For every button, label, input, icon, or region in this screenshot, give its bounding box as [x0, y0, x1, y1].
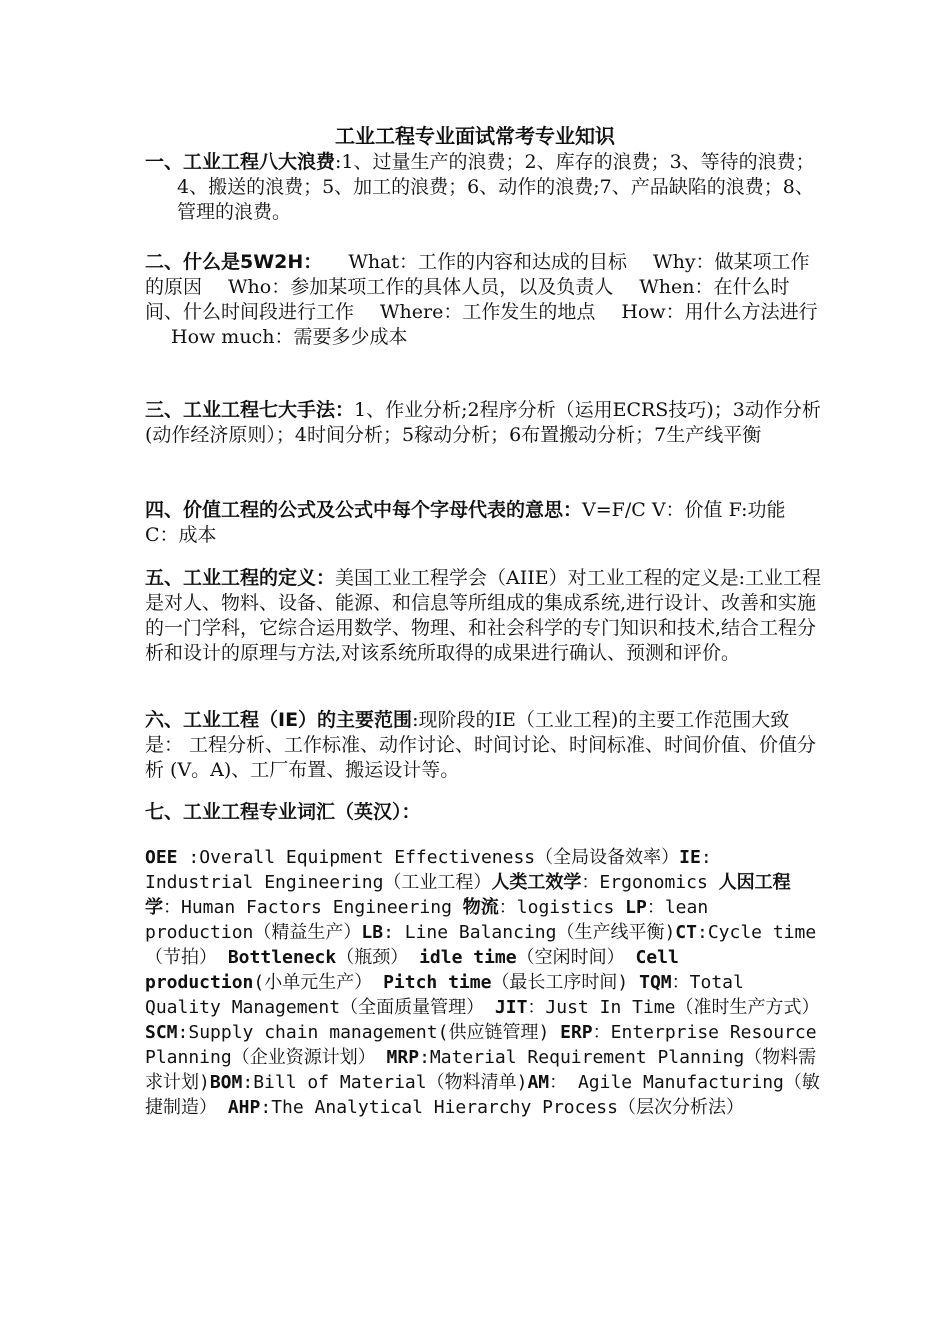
- section-body: V=F/C V：价值 F:功能 C：成本: [145, 499, 786, 546]
- glossary-definition: : Line Balancing（生产线平衡): [383, 922, 676, 943]
- section-glossary-heading: [145, 800, 825, 825]
- glossary-definition: ： Agile Manufacturing（敏捷制造）: [145, 1072, 820, 1118]
- glossary-term: CT: [675, 922, 697, 943]
- glossary-definition: :The Analytical Hierarchy Process（层次分析法）: [260, 1097, 744, 1118]
- glossary-term: IE: [679, 847, 701, 868]
- glossary-term: AM: [527, 1072, 550, 1093]
- glossary-item-jit: [495, 997, 820, 1018]
- glossary-term: BOM: [209, 1072, 243, 1093]
- glossary-definition: ：Ergonomics: [581, 872, 719, 893]
- page-title: 工业工程专业面试常考专业知识: [335, 124, 615, 148]
- section-ie-definition: [145, 566, 825, 666]
- glossary-item-oee: [145, 847, 679, 868]
- 5w2h-who: Who：参加某项工作的具体人员，以及负责人: [228, 276, 614, 298]
- glossary-item-logistics: [463, 897, 625, 918]
- glossary-definition: （瓶颈）: [336, 947, 420, 968]
- glossary-term: idle time: [419, 947, 517, 968]
- section-ie-scope: [145, 708, 825, 783]
- glossary-item-pitch-time: [383, 972, 639, 993]
- glossary-definition: :Bill of Material（物料清单): [242, 1072, 528, 1093]
- glossary-term: 人类工效学: [491, 872, 582, 893]
- glossary-definition: ：logistics: [498, 897, 626, 918]
- section-heading: 六、工业工程（IE）的主要范围: [145, 709, 413, 731]
- glossary-item-bom: [210, 1072, 528, 1093]
- glossary-definition: （最长工序时间): [491, 972, 640, 993]
- glossary-term: Cell production: [145, 947, 679, 993]
- glossary-item-ahp: [228, 1097, 744, 1118]
- glossary-definition: : Industrial Engineering（工业工程）: [145, 847, 712, 893]
- glossary-item-lb: [361, 922, 675, 943]
- section-heading: 五、工业工程的定义：: [145, 567, 336, 589]
- glossary: [145, 845, 825, 1120]
- glossary-item-bottleneck: [228, 947, 419, 968]
- glossary-definition: （空闲时间）: [516, 947, 636, 968]
- glossary-term: SCM: [145, 1022, 178, 1043]
- glossary-term: LB: [361, 922, 384, 943]
- glossary-term: OEE: [145, 847, 178, 868]
- section-seven-methods: [145, 398, 825, 448]
- glossary-definition: (小单元生产）: [253, 972, 384, 993]
- glossary-definition: ：lean production（精益生产）: [145, 897, 709, 943]
- glossary-term: 人因工程学: [145, 872, 791, 918]
- glossary-term: MRP: [386, 1047, 420, 1068]
- section-heading: 七、工业工程专业词汇（英汉）：: [145, 801, 421, 823]
- glossary-term: ERP: [560, 1022, 593, 1043]
- glossary-term: AHP: [227, 1097, 261, 1118]
- glossary-definition: :Material Requirement Planning（物料需求计划): [145, 1047, 817, 1093]
- section-5w2h: [145, 250, 825, 350]
- glossary-term: LP: [625, 897, 647, 918]
- 5w2h-when: When：在什么时间、什么时间段进行工作: [145, 276, 790, 323]
- glossary-definition: ：Enterprise Resource Planning（企业资源计划）: [145, 1022, 817, 1068]
- glossary-term: TQM: [639, 972, 672, 993]
- section-value-engineering: [145, 498, 825, 548]
- glossary-term: 物流: [462, 897, 499, 918]
- section-body: 1、作业分析;2程序分析（运用ECRS技巧)；3动作分析(动作经济原则）；4时间分析；5稼动分析；6布置搬动分析；7生产线平衡: [145, 399, 821, 446]
- 5w2h-why: Why：做某项工作的原因: [145, 251, 810, 298]
- section-heading: 二、什么是5W2H：: [145, 251, 323, 273]
- glossary-term: Bottleneck: [227, 947, 337, 968]
- 5w2h-what: What：工作的内容和达成的目标: [348, 251, 628, 273]
- section-body: 美国工业工程学会（AIIE）对工业工程的定义是:工业工程是对人、物料、设备、能源、和信息等所组成的集成系统,进行设计、改善和实施的一门学科，它综合运用数学、物理、和社会科学的专门知识和技术,结合工程分析和设计的原理与方法,对该系统所取得的成果进行确认、预测和评价。: [145, 567, 822, 664]
- glossary-term: JIT: [494, 997, 528, 1018]
- glossary-item-scm: [145, 1022, 560, 1043]
- section-body: :现阶段的IE（工业工程)的主要工作范围大致是： 工程分析、工作标准、动作讨论、时间讨论、时间标准、时间价值、价值分析 (V。A)、工厂布置、搬运设计等。: [145, 709, 817, 781]
- glossary-definition: ：Human Factors Engineering: [163, 897, 463, 918]
- section-heading: 三、工业工程七大手法：: [145, 399, 355, 421]
- section-body: :1、过量生产的浪费；2、库存的浪费；3、等待的浪费；4、搬送的浪费；5、加工的浪费；6、动作的浪费;7、产品缺陷的浪费；8、管理的浪费。: [177, 151, 815, 223]
- 5w2h-how-much: How much：需要多少成本: [171, 326, 408, 348]
- glossary-item-idle-time: [419, 947, 635, 968]
- glossary-item-ergonomics: [491, 872, 718, 893]
- section-eight-wastes: [145, 150, 825, 225]
- glossary-definition: ：Just In Time（准时生产方式）: [527, 997, 820, 1018]
- section-heading: 四、价值工程的公式及公式中每个字母代表的意思：: [145, 499, 583, 521]
- glossary-definition: :Supply chain management(供应链管理): [177, 1022, 561, 1043]
- section-heading: 一、工业工程八大浪费: [145, 151, 336, 173]
- glossary-definition: :Overall Equipment Effectiveness（全局设备效率）: [177, 847, 680, 868]
- 5w2h-where: Where：工作发生的地点: [380, 301, 596, 323]
- glossary-term: Pitch time: [383, 972, 492, 993]
- glossary-definition: :Cycle time（节拍）: [145, 922, 817, 968]
- glossary-definition: ：Total Quality Management（全面质量管理）: [145, 972, 744, 1018]
- 5w2h-how: How：用什么方法进行: [621, 301, 818, 323]
